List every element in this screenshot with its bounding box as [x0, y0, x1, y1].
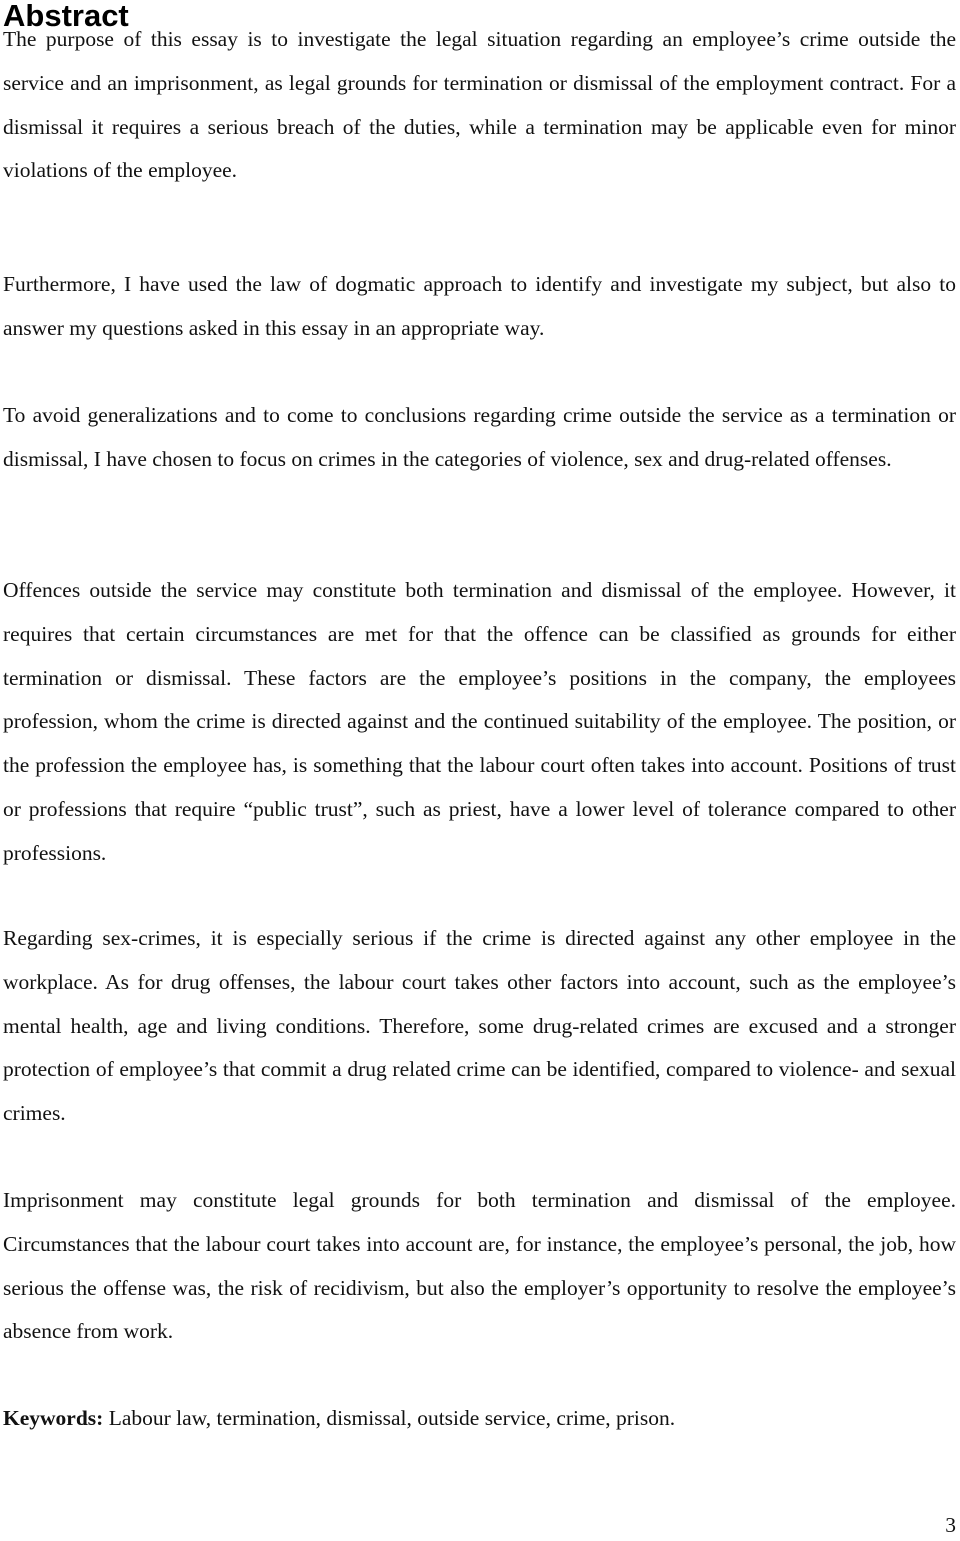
- abstract-paragraph-6: [3, 1179, 956, 1354]
- abstract-paragraph-1: [3, 18, 956, 193]
- paragraph-text: Furthermore, I have used the law of dogmatic approach to identify and investigate my subject, but also to answer my questions asked in this essay in an appropriate way.: [3, 272, 956, 340]
- keywords-label: Keywords:: [3, 1406, 104, 1430]
- keywords-line: [3, 1397, 956, 1441]
- paragraph-text: To avoid generalizations and to come to conclusions regarding crime outside the service as a termination or dismissal, I have chosen to focus on crimes in the categories of violence, sex and drug-related offenses.: [3, 403, 956, 471]
- abstract-paragraph-3: [3, 394, 956, 482]
- abstract-paragraph-2: [3, 263, 956, 351]
- paragraph-text: The purpose of this essay is to investigate the legal situation regarding an employee’s crime outside the service and an imprisonment, as legal grounds for termination or dismissal of the employment contract. For a dismissal it requires a serious breach of the duties, while a termination may be applicable even for minor violations of the employee.: [3, 27, 956, 183]
- page-number: 3: [945, 1513, 956, 1537]
- keywords-text: Labour law, termination, dismissal, outside service, crime, prison.: [108, 1406, 676, 1430]
- abstract-paragraph-5: [3, 917, 956, 1136]
- abstract-paragraph-4: [3, 569, 956, 876]
- paragraph-text: Regarding sex-crimes, it is especially serious if the crime is directed against any other employee in the workplace. As for drug offenses, the labour court takes other factors into account, such as the employee’s mental health, age and living conditions. Therefore, some drug-related crimes are excused and a stronger protection of employee’s that commit a drug related crime can be identified, compared to violence- and sexual crimes.: [3, 926, 956, 1126]
- paragraph-text: Imprisonment may constitute legal grounds for both termination and dismissal of the employee. Circumstances that the labour court takes into account are, for instance, the employee’s personal, the job, how serious the offense was, the risk of recidivism, but also the employer’s opportunity to resolve the employee’s absence from work.: [3, 1188, 956, 1344]
- abstract-heading: Abstract: [3, 0, 129, 33]
- paragraph-text: Offences outside the service may constitute both termination and dismissal of the employee. However, it requires that certain circumstances are met for that the offence can be classified as grounds for either termination or dismissal. These factors are the employee’s positions in the company, the employees profession, whom the crime is directed against and the continued suitability of the employee. The position, or the profession the employee has, is something that the labour court often takes into account. Positions of trust or professions that require “public trust”, such as priest, have a lower level of tolerance compared to other professions.: [3, 578, 956, 865]
